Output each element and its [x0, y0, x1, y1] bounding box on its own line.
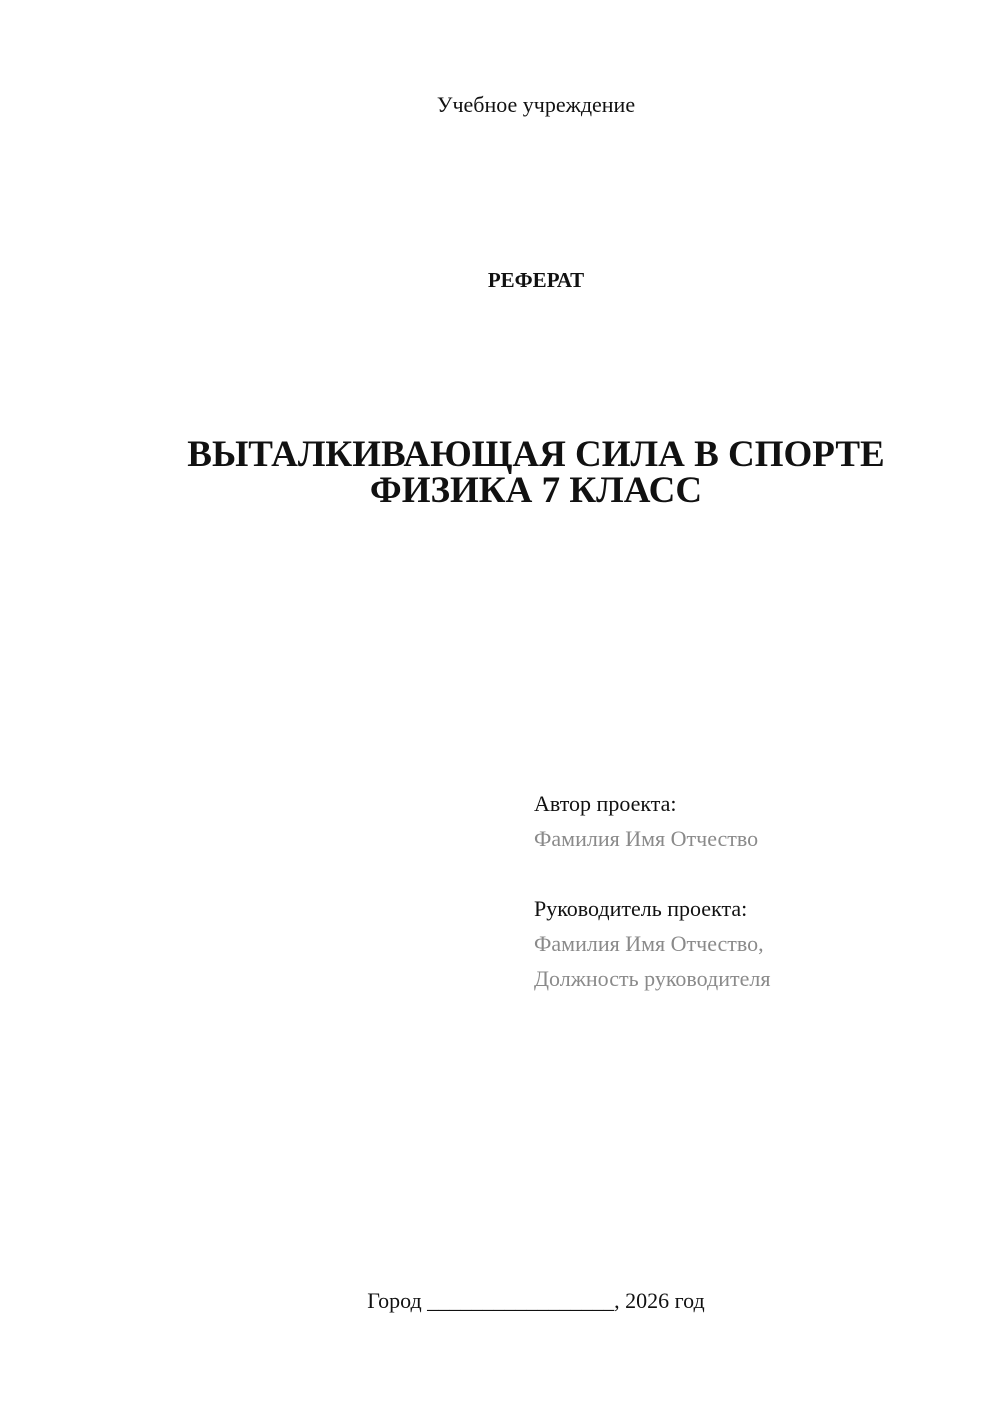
institution-name: Учебное учреждение — [436, 92, 636, 117]
author-block — [534, 786, 758, 856]
city-blank: _________________ — [427, 1288, 615, 1313]
author-label: Автор проекта: — [534, 791, 677, 816]
supervisor-position: Должность руководителя — [534, 966, 771, 991]
document-type: РЕФЕРАТ — [487, 268, 585, 292]
supervisor-label: Руководитель проекта: — [534, 896, 748, 921]
year: , 2026 год — [614, 1288, 705, 1313]
city-year-line — [72, 1288, 1000, 1314]
supervisor-block — [534, 891, 770, 996]
title-line-2: ФИЗИКА 7 КЛАСС — [369, 470, 703, 511]
supervisor-name: Фамилия Имя Отчество, — [534, 931, 764, 956]
city-label: Город — [367, 1288, 422, 1313]
author-name: Фамилия Имя Отчество — [534, 826, 759, 851]
document-title — [72, 434, 1000, 511]
title-line-1: ВЫТАЛКИВАЮЩАЯ СИЛА В СПОРТЕ — [187, 434, 885, 475]
